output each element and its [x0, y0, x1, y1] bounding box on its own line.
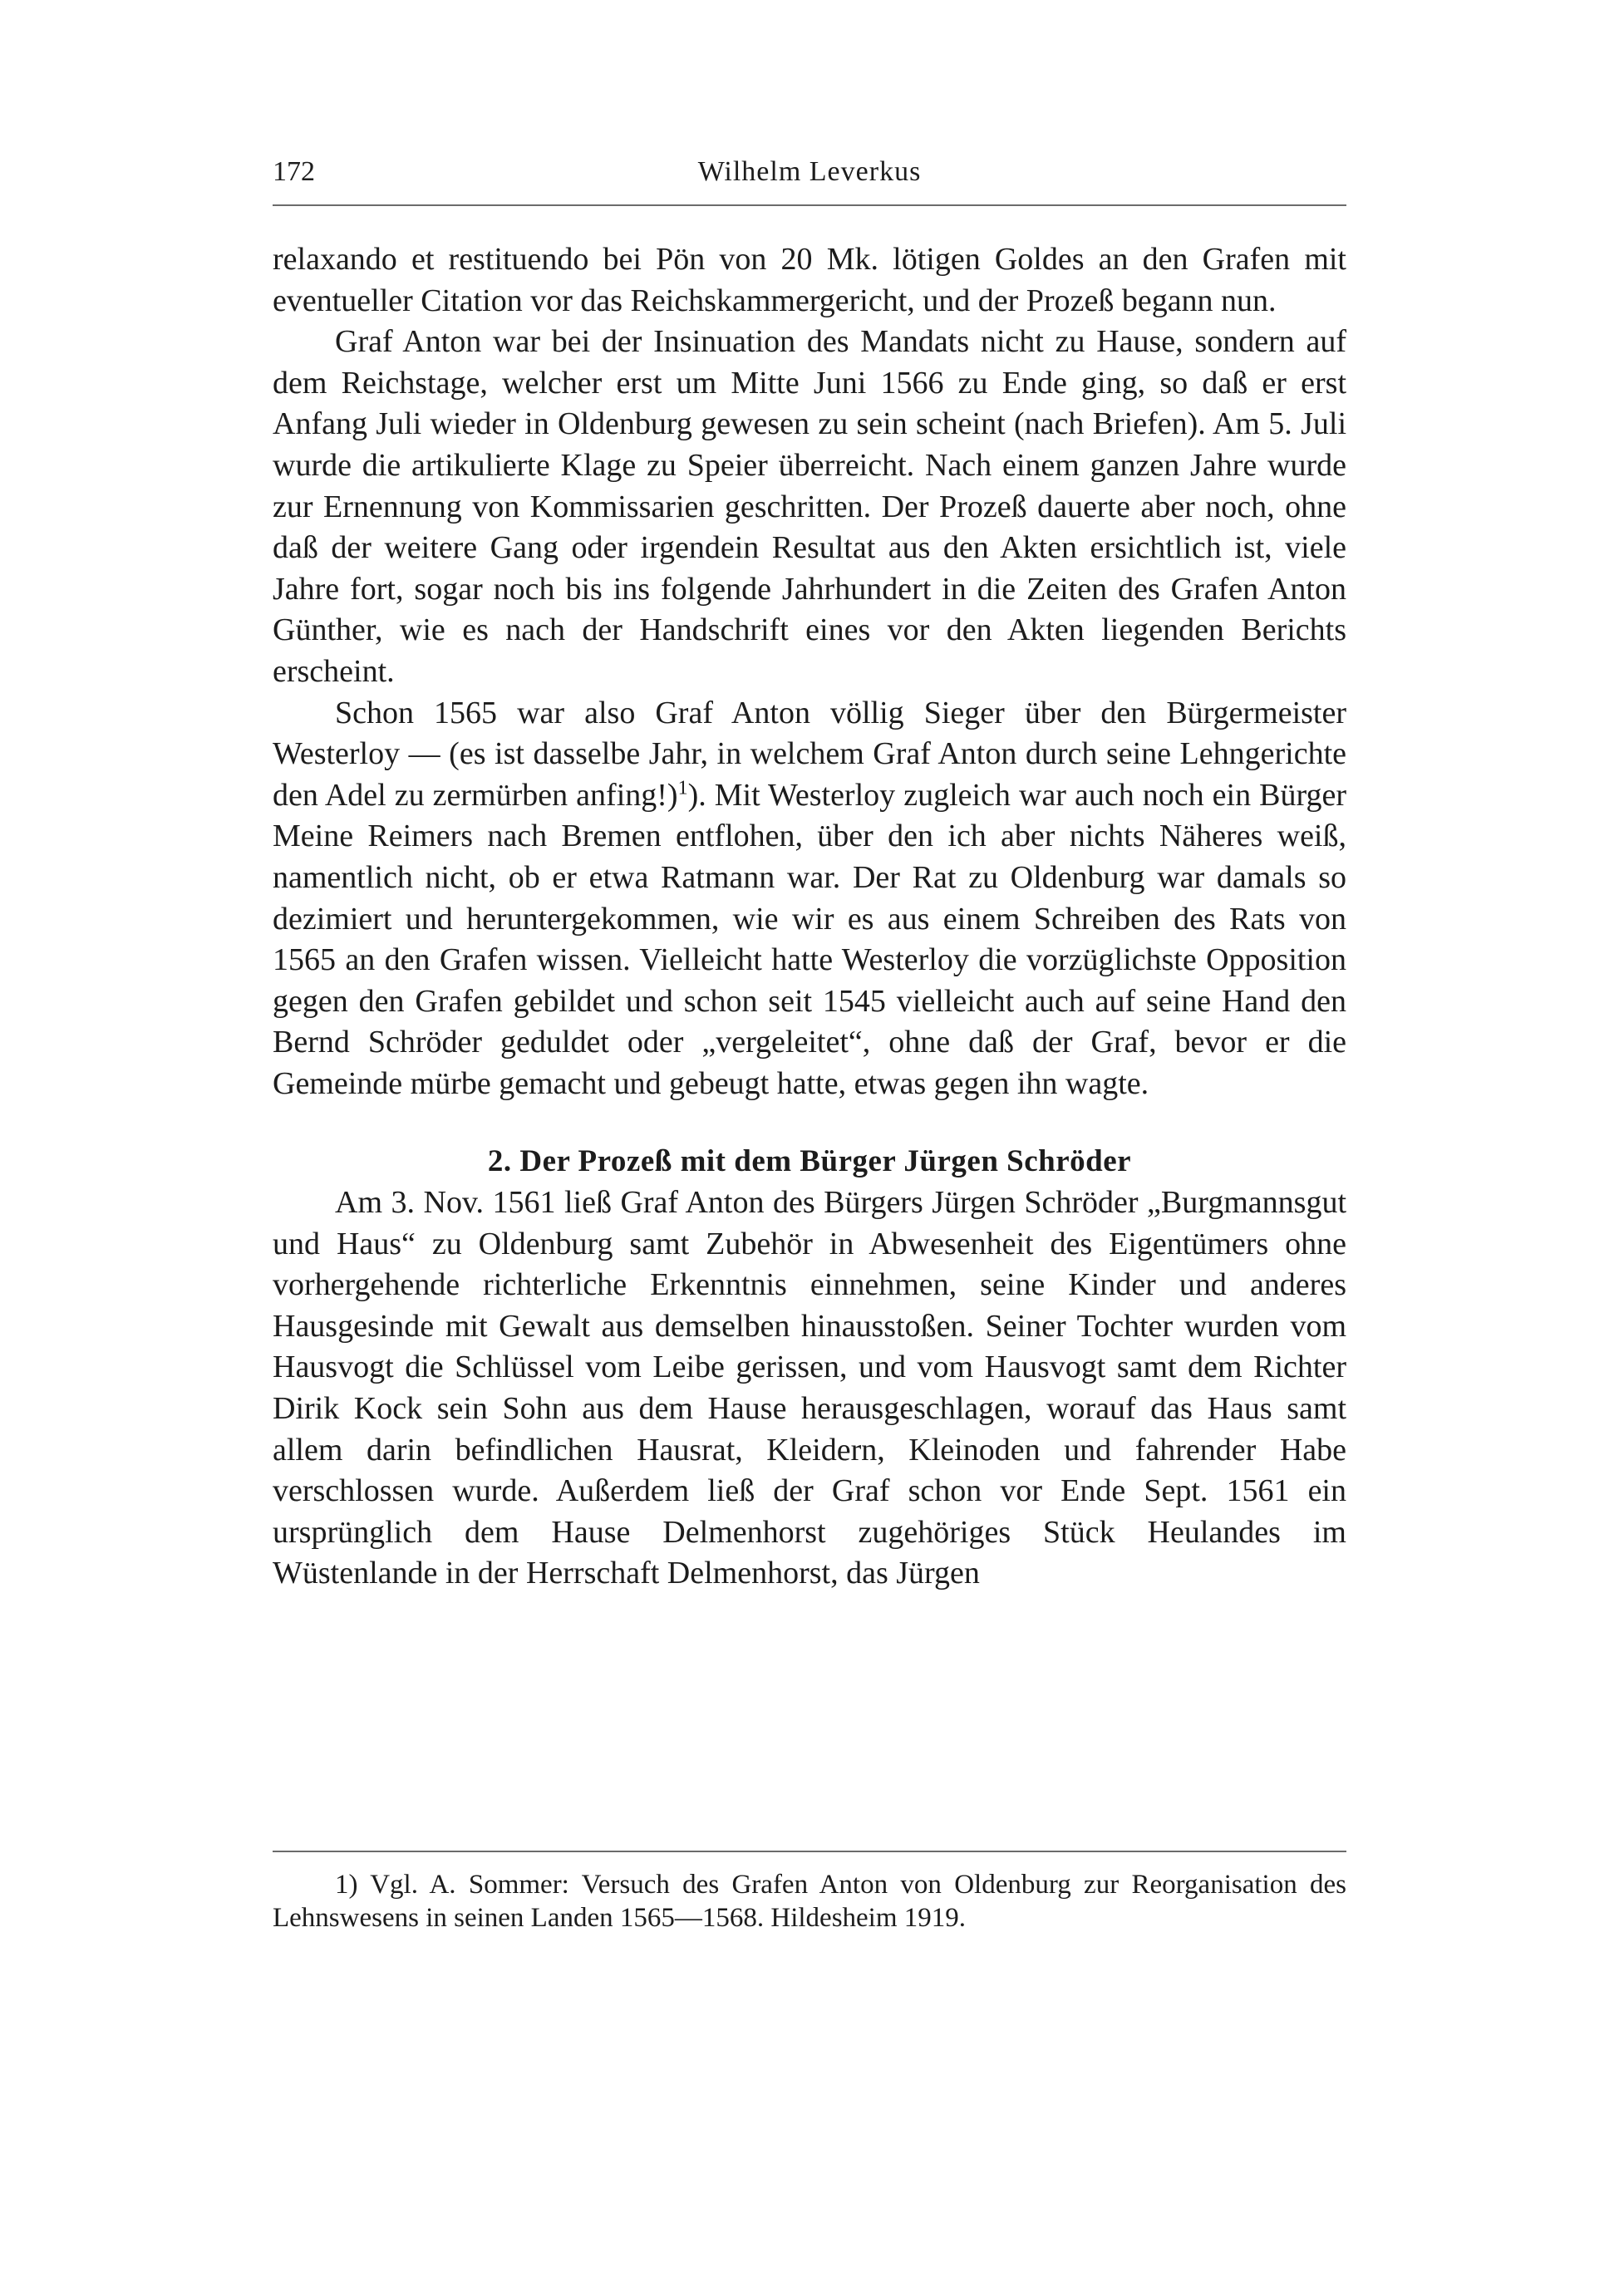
section-heading: 2. Der Prozeß mit dem Bürger Jürgen Schröder: [487, 1144, 1132, 1179]
footnote: [273, 1868, 1346, 1935]
paragraph-1: relaxando et restituendo bei Pön von 20 Mk. lötigen Goldes an den Grafen mit eventueller Citation vor das Reichskammergericht, und der Prozeß begann nun.: [273, 242, 1346, 318]
paragraph-4: Am 3. Nov. 1561 ließ Graf Anton des Bürgers Jürgen Schröder „Burgmannsgut und Haus“ zu Oldenburg samt Zubehör in Abwesenheit des Eigentümers ohne vorhergehende richterliche Erkenntnis einnehmen, seine Kinder und anderes Hausgesinde mit Gewalt aus demselben hinausstoßen. Seiner Tochter wurden vom Hausvogt die Schlüssel vom Leibe gerissen, und vom Hausvogt samt dem Richter Dirik Kock sein Sohn aus dem Hause herausgeschlagen, worauf das Haus samt allem darin befindlichen Hausrat, Kleidern, Kleinoden und fahrender Habe verschlossen wurde. Außerdem ließ der Graf schon vor Ende Sept. 1561 ein ursprünglich dem Hause Delmenhorst zugehöriges Stück Heulandes im Wüstenlande in der Herrschaft Delmenhorst, das Jürgen: [273, 1185, 1346, 1591]
footnote-reference: 1: [677, 777, 688, 799]
page-header: [273, 156, 1346, 198]
paragraph-3: [273, 693, 1346, 1105]
footnote-text: Vgl. A. Sommer: Versuch des Grafen Anton von Oldenburg zur Reorganisation des Lehnswesens in seinen Landen 1565—1568. Hildesheim 1919.: [273, 1870, 1346, 1933]
page-number: 172: [273, 156, 315, 187]
header-rule: [273, 204, 1346, 206]
running-head: Wilhelm Leverkus: [697, 156, 922, 187]
footnote-marker: 1): [335, 1870, 358, 1900]
paragraph-3-part-1: Schon 1565 war also Graf Anton völlig Sieger über den Bürgermeister Westerloy — (es ist dasselbe Jahr, in welchem Graf Anton durch seine Lehngerichte den Adel zu zermürben anfing!): [273, 695, 1346, 813]
paragraph-2: Graf Anton war bei der Insinuation des Mandats nicht zu Hause, sondern auf dem Reichstage, welcher erst um Mitte Juni 1566 zu Ende ging, so daß er erst Anfang Juli wieder in Oldenburg gewesen zu sein scheint (nach Briefen). Am 5. Juli wurde die artikulierte Klage zu Speier überreicht. Nach einem ganzen Jahre wurde zur Ernennung von Kommissarien geschritten. Der Prozeß dauerte aber noch, ohne daß der weitere Gang oder irgendein Resultat aus den Akten ersichtlich ist, viele Jahre fort, sogar noch bis ins folgende Jahrhundert in die Zeiten des Grafen Anton Günther, wie es nach der Handschrift eines vor den Akten liegenden Berichts erscheint.: [273, 324, 1346, 689]
footnote-rule: [273, 1851, 1346, 1852]
paragraph-3-part-2: ). Mit Westerloy zugleich war auch noch ein Bürger Meine Reimers nach Bremen entflohen, über den ich aber nichts Näheres weiß, namentlich nicht, ob er etwa Ratmann war. Der Rat zu Oldenburg war damals so dezimiert und heruntergekommen, wie wir es aus einem Schreiben des Rats von 1565 an den Grafen wissen. Vielleicht hatte Westerloy die vorzüglichste Opposition gegen den Grafen gebildet und schon seit 1545 vielleicht auch auf seine Hand den Bernd Schröder geduldet oder „vergeleitet“, ohne daß der Graf, bevor er die Gemeinde mürbe gemacht und gebeugt hatte, etwas gegen ihn wagte.: [273, 777, 1346, 1101]
main-text: [273, 239, 1346, 1595]
